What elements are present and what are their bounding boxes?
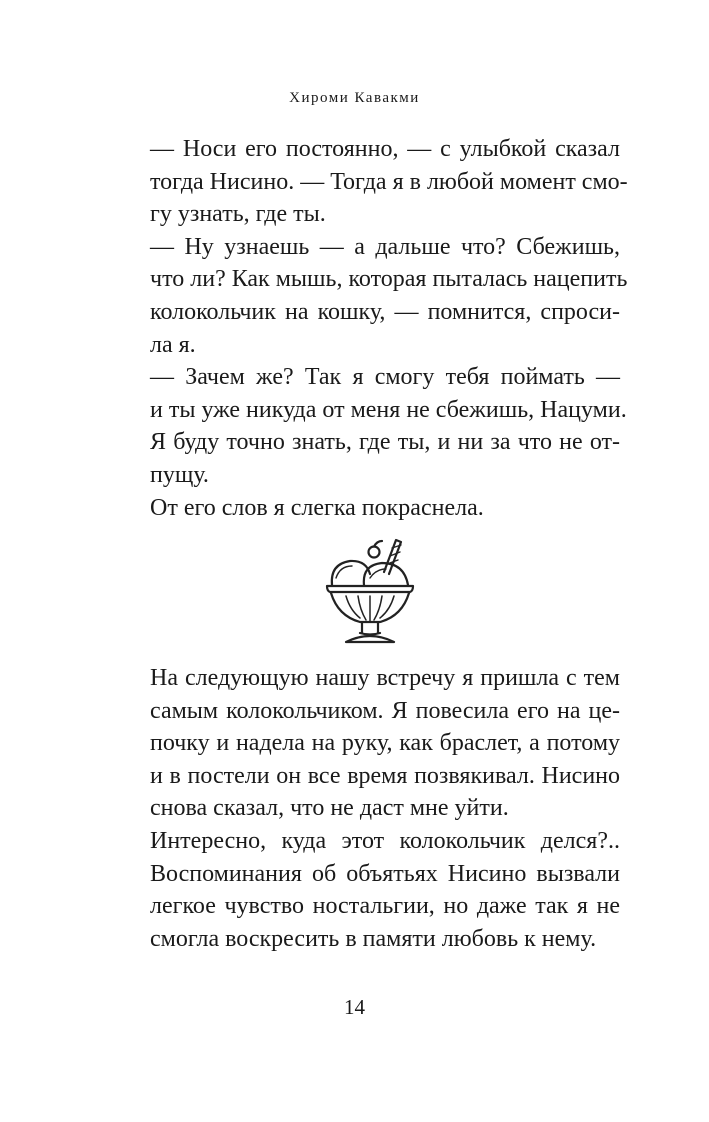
text-line: и в постели он все время позвякивал. Нисино <box>150 762 620 789</box>
paragraph <box>120 662 620 825</box>
paragraph <box>120 492 620 525</box>
text-line: На следующую нашу встречу я пришла с тем <box>150 665 620 691</box>
text-line: и ты уже никуда от меня не сбежишь, Нацуми. <box>150 396 627 423</box>
text-block-bottom <box>120 662 620 955</box>
page-number: 14 <box>344 995 365 1019</box>
paragraph <box>120 825 620 955</box>
text-line: ла я. <box>150 331 196 358</box>
text-line: — Зачем же? Так я смогу тебя поймать — <box>150 364 620 391</box>
text-block-top <box>120 133 628 524</box>
paragraph <box>120 133 628 231</box>
text-line: почку и надела на руку, как браслет, а потому <box>150 730 620 757</box>
text-line: Интересно, куда этот колокольчик делся?.. <box>150 827 620 854</box>
text-line: — Ну узнаешь — а дальше что? Сбежишь, <box>150 233 620 260</box>
text-line: тогда Нисино. — Тогда я в любой момент смо- <box>150 168 628 195</box>
text-line: Я буду точно знать, где ты, и ни за что не от- <box>150 429 620 456</box>
text-line: легкое чувство ностальгии, но даже так я не <box>150 893 620 920</box>
text-line: — Носи его постоянно, — с улыбкой сказал <box>150 136 620 162</box>
text-line: пущу. <box>150 461 209 488</box>
ice-cream-sundae-icon <box>324 538 416 646</box>
paragraph <box>120 231 628 361</box>
text-line: Воспоминания об объятьях Нисино вызвали <box>150 860 620 887</box>
text-line: гу узнать, где ты. <box>150 201 326 228</box>
text-line: самым колокольчиком. Я повесила его на це- <box>150 697 620 724</box>
text-line: что ли? Как мышь, которая пыталась нацепить <box>150 266 628 293</box>
text-line: От его слов я слегка покраснела. <box>150 494 484 521</box>
text-line: смогла воскресить в памяти любовь к нему. <box>150 925 597 952</box>
text-line: снова сказал, что не даст мне уйти. <box>150 795 509 822</box>
paragraph <box>120 361 627 491</box>
running-head: Хироми Кавакми <box>289 90 420 106</box>
text-line: колокольчик на кошку, — помнится, спроси- <box>150 298 620 325</box>
